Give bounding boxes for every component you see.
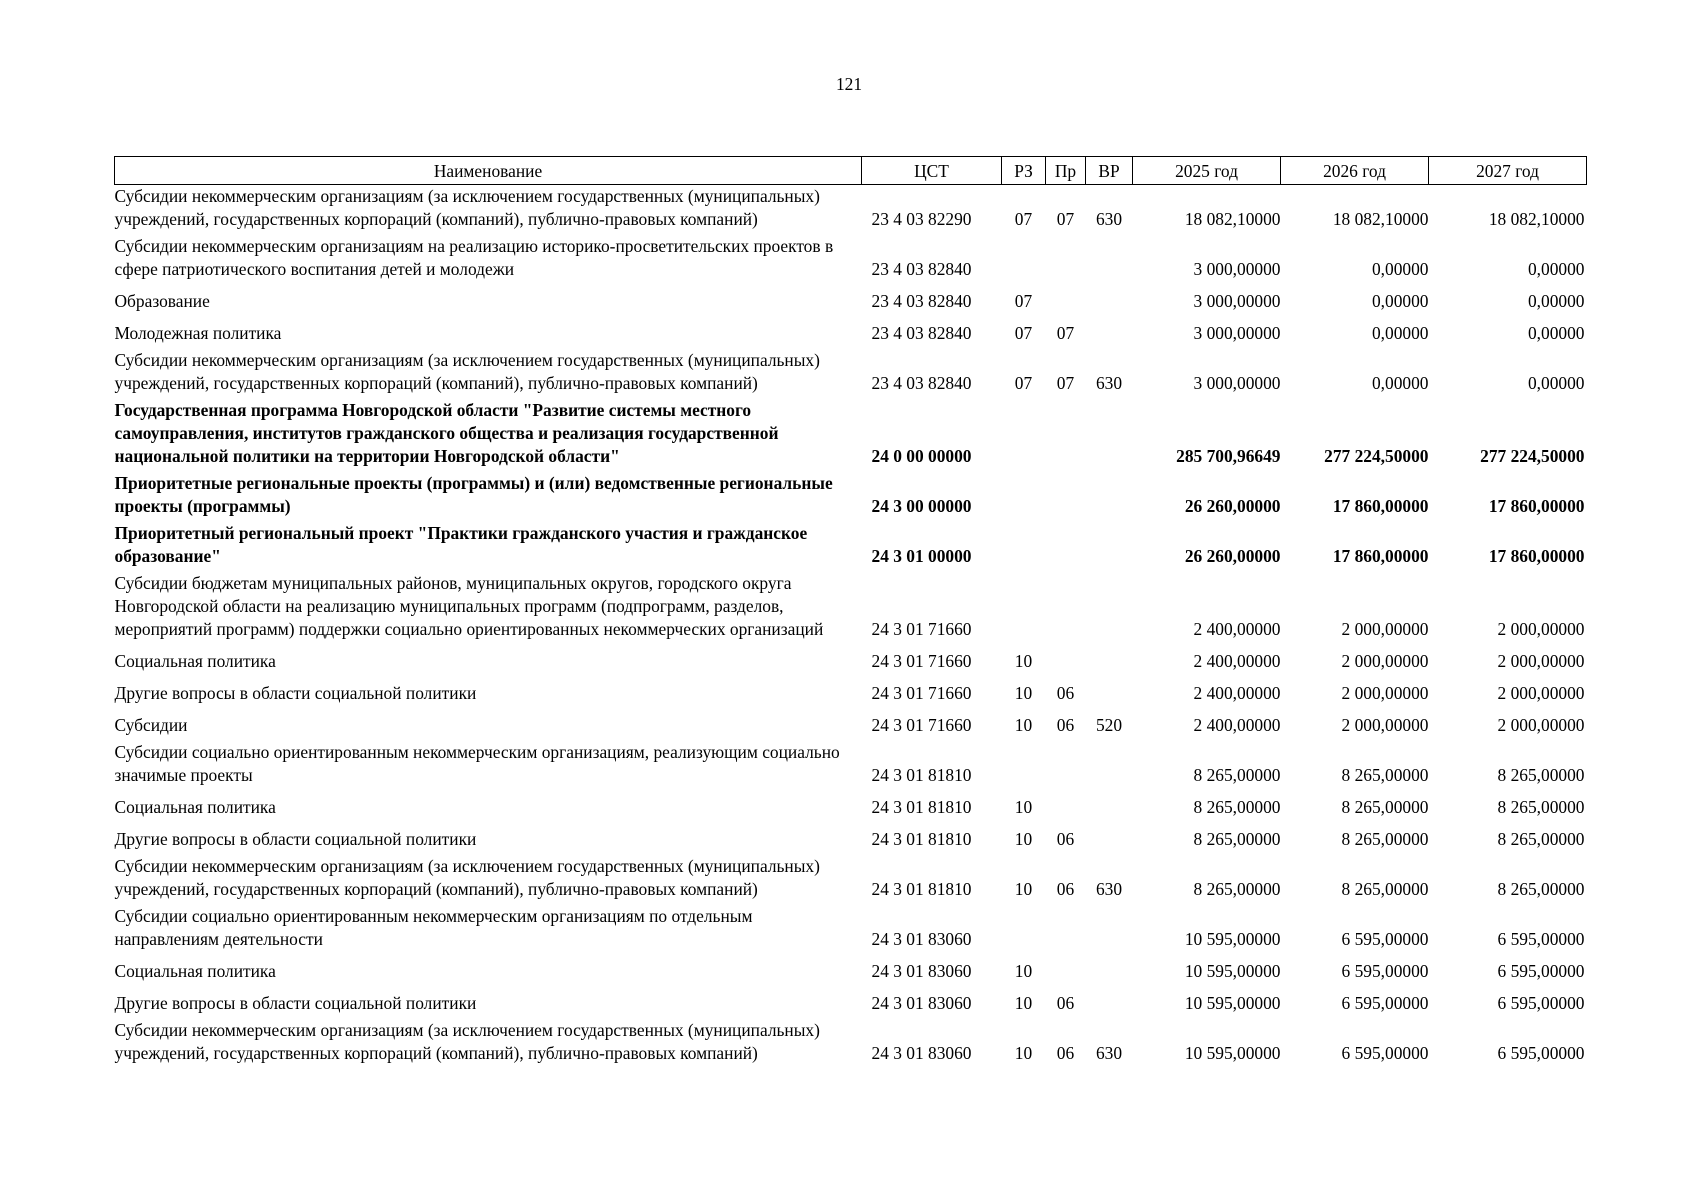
cell-rz: 10 xyxy=(1014,651,1033,671)
table-row xyxy=(115,399,1587,472)
cell-name: Субсидии некоммерческим организациям на реализацию историко-просветительских проектов в сфере патриотического воспитания детей и молодежи xyxy=(114,236,834,279)
header-2026: 2026 год xyxy=(1281,157,1429,185)
cell-rz: 07 xyxy=(1014,373,1033,393)
cell-pr xyxy=(1046,741,1086,791)
cell-name: Государственная программа Новгородской области "Развитие системы местного самоуправления, институтов гражданского общества и реализация государственной национальной политики на территории Новгородской области" xyxy=(114,400,779,466)
cell-2026: 0,00000 xyxy=(1371,323,1429,343)
cell-rz: 10 xyxy=(1014,879,1033,899)
cell-pr xyxy=(1046,472,1086,522)
table-row xyxy=(115,235,1587,285)
cell-2026: 8 265,00000 xyxy=(1341,765,1429,785)
cell-2025: 26 260,00000 xyxy=(1184,546,1281,566)
cell-2027: 8 265,00000 xyxy=(1497,765,1585,785)
cell-2026: 17 860,00000 xyxy=(1332,546,1429,566)
cell-pr xyxy=(1046,235,1086,285)
cell-name: Субсидии бюджетам муниципальных районов, муниципальных округов, городского округа Новгородской области на реализацию муниципальных программ (подпрограмм, разделов, мероприятий программ) поддержки социально ориентированных некоммерческих организаций xyxy=(114,573,824,639)
cell-2026: 2 000,00000 xyxy=(1341,651,1429,671)
header-vr: ВР xyxy=(1086,157,1133,185)
table-row xyxy=(115,741,1587,791)
cell-2027: 0,00000 xyxy=(1527,259,1585,279)
cell-pr xyxy=(1046,572,1086,645)
table-row xyxy=(115,317,1587,349)
table-row xyxy=(115,349,1587,399)
cell-2027: 17 860,00000 xyxy=(1488,546,1585,566)
cell-2025: 2 400,00000 xyxy=(1193,715,1281,735)
cell-rz xyxy=(1002,235,1046,285)
cell-cst: 24 0 00 00000 xyxy=(871,446,972,466)
cell-pr xyxy=(1046,399,1086,472)
table-row xyxy=(115,823,1587,855)
cell-2027: 0,00000 xyxy=(1527,291,1585,311)
cell-name: Другие вопросы в области социальной политики xyxy=(114,683,477,703)
cell-cst: 24 3 01 71660 xyxy=(871,651,972,671)
cell-name: Субсидии социально ориентированным некоммерческим организациям по отдельным направлениям деятельности xyxy=(114,906,753,949)
cell-cst: 24 3 01 71660 xyxy=(871,619,972,639)
cell-vr xyxy=(1086,677,1133,709)
cell-name: Субсидии социально ориентированным некоммерческим организациям, реализующим социально значимые проекты xyxy=(114,742,840,785)
cell-cst: 24 3 01 71660 xyxy=(871,683,972,703)
cell-pr xyxy=(1046,285,1086,317)
cell-vr xyxy=(1086,235,1133,285)
page-number: 121 xyxy=(835,74,863,94)
cell-pr: 07 xyxy=(1056,209,1075,229)
cell-vr xyxy=(1086,987,1133,1019)
cell-rz: 10 xyxy=(1014,961,1033,981)
cell-2025: 8 265,00000 xyxy=(1193,765,1281,785)
cell-cst: 24 3 01 83060 xyxy=(871,993,972,1013)
cell-rz xyxy=(1002,472,1046,522)
cell-name: Социальная политика xyxy=(114,961,276,981)
table-row xyxy=(115,677,1587,709)
cell-name: Другие вопросы в области социальной политики xyxy=(114,993,477,1013)
cell-2026: 277 224,50000 xyxy=(1324,446,1429,466)
cell-cst: 24 3 01 00000 xyxy=(871,546,972,566)
header-name: Наименование xyxy=(115,157,862,185)
cell-2027: 6 595,00000 xyxy=(1497,929,1585,949)
cell-vr xyxy=(1086,823,1133,855)
cell-rz: 07 xyxy=(1014,323,1033,343)
cell-cst: 23 4 03 82840 xyxy=(871,259,972,279)
cell-2025: 2 400,00000 xyxy=(1193,651,1281,671)
cell-2025: 8 265,00000 xyxy=(1193,879,1281,899)
header-cst: ЦСТ xyxy=(862,157,1002,185)
cell-pr: 06 xyxy=(1056,1043,1075,1063)
table-row xyxy=(115,709,1587,741)
cell-name: Субсидии некоммерческим организациям (за исключением государственных (муниципальных) учреждений, государственных корпораций (компаний), публично-правовых компаний) xyxy=(114,856,820,899)
cell-pr: 07 xyxy=(1056,323,1075,343)
cell-2025: 10 595,00000 xyxy=(1184,993,1281,1013)
cell-pr: 06 xyxy=(1056,683,1075,703)
cell-2026: 8 265,00000 xyxy=(1341,829,1429,849)
cell-2027: 17 860,00000 xyxy=(1488,496,1585,516)
cell-2025: 10 595,00000 xyxy=(1184,1043,1281,1063)
cell-2025: 3 000,00000 xyxy=(1193,373,1281,393)
cell-2027: 6 595,00000 xyxy=(1497,993,1585,1013)
cell-2026: 6 595,00000 xyxy=(1341,993,1429,1013)
cell-rz: 10 xyxy=(1014,1043,1033,1063)
cell-rz: 10 xyxy=(1014,715,1033,735)
cell-rz xyxy=(1002,741,1046,791)
cell-2025: 8 265,00000 xyxy=(1193,797,1281,817)
cell-2027: 6 595,00000 xyxy=(1497,1043,1585,1063)
cell-2025: 285 700,96649 xyxy=(1176,446,1281,466)
cell-pr: 06 xyxy=(1056,879,1075,899)
cell-2027: 2 000,00000 xyxy=(1497,651,1585,671)
table-row xyxy=(115,791,1587,823)
table-row xyxy=(115,645,1587,677)
cell-cst: 23 4 03 82840 xyxy=(871,373,972,393)
table-row xyxy=(115,185,1587,236)
cell-vr: 630 xyxy=(1095,373,1123,393)
table-row xyxy=(115,522,1587,572)
cell-rz xyxy=(1002,905,1046,955)
cell-rz: 10 xyxy=(1014,829,1033,849)
table-row xyxy=(115,472,1587,522)
cell-2026: 2 000,00000 xyxy=(1341,683,1429,703)
table-body xyxy=(115,185,1587,1070)
cell-2027: 2 000,00000 xyxy=(1497,715,1585,735)
cell-vr: 520 xyxy=(1095,715,1123,735)
header-2027: 2027 год xyxy=(1429,157,1587,185)
table-row xyxy=(115,1019,1587,1069)
table-header-row xyxy=(115,157,1587,185)
cell-2027: 8 265,00000 xyxy=(1497,829,1585,849)
cell-rz xyxy=(1002,399,1046,472)
cell-pr: 06 xyxy=(1056,715,1075,735)
cell-cst: 24 3 01 83060 xyxy=(871,1043,972,1063)
cell-pr: 06 xyxy=(1056,829,1075,849)
cell-pr xyxy=(1046,522,1086,572)
cell-rz xyxy=(1002,572,1046,645)
cell-2026: 6 595,00000 xyxy=(1341,1043,1429,1063)
cell-vr xyxy=(1086,472,1133,522)
cell-2026: 0,00000 xyxy=(1371,373,1429,393)
cell-vr xyxy=(1086,399,1133,472)
cell-2025: 2 400,00000 xyxy=(1193,683,1281,703)
cell-2026: 2 000,00000 xyxy=(1341,715,1429,735)
cell-rz: 10 xyxy=(1014,797,1033,817)
cell-rz: 10 xyxy=(1014,993,1033,1013)
cell-2025: 10 595,00000 xyxy=(1184,929,1281,949)
cell-name: Социальная политика xyxy=(114,797,276,817)
cell-cst: 24 3 01 83060 xyxy=(871,961,972,981)
cell-vr xyxy=(1086,285,1133,317)
cell-2025: 18 082,10000 xyxy=(1184,209,1281,229)
cell-cst: 24 3 01 81810 xyxy=(871,797,972,817)
cell-2025: 2 400,00000 xyxy=(1193,619,1281,639)
cell-cst: 23 4 03 82290 xyxy=(871,209,972,229)
cell-name: Другие вопросы в области социальной политики xyxy=(114,829,477,849)
cell-cst: 23 4 03 82840 xyxy=(871,323,972,343)
cell-2026: 2 000,00000 xyxy=(1341,619,1429,639)
cell-vr xyxy=(1086,522,1133,572)
table-row xyxy=(115,855,1587,905)
cell-vr: 630 xyxy=(1095,1043,1123,1063)
cell-2027: 8 265,00000 xyxy=(1497,879,1585,899)
budget-table xyxy=(114,156,1587,1069)
cell-vr xyxy=(1086,791,1133,823)
table-row xyxy=(115,955,1587,987)
cell-name: Образование xyxy=(114,291,210,311)
cell-2027: 0,00000 xyxy=(1527,323,1585,343)
cell-vr xyxy=(1086,572,1133,645)
cell-2027: 2 000,00000 xyxy=(1497,619,1585,639)
cell-vr xyxy=(1086,905,1133,955)
cell-name: Субсидии некоммерческим организациям (за исключением государственных (муниципальных) учреждений, государственных корпораций (компаний), публично-правовых компаний) xyxy=(114,186,820,229)
cell-rz: 07 xyxy=(1014,291,1033,311)
table-row xyxy=(115,285,1587,317)
cell-cst: 24 3 01 71660 xyxy=(871,715,972,735)
cell-2027: 2 000,00000 xyxy=(1497,683,1585,703)
cell-name: Субсидии некоммерческим организациям (за исключением государственных (муниципальных) учреждений, государственных корпораций (компаний), публично-правовых компаний) xyxy=(114,1020,820,1063)
cell-rz: 07 xyxy=(1014,209,1033,229)
cell-name: Приоритетный региональный проект "Практики гражданского участия и гражданское образование" xyxy=(114,523,808,566)
cell-rz: 10 xyxy=(1014,683,1033,703)
header-pr: Пр xyxy=(1046,157,1086,185)
cell-vr xyxy=(1086,955,1133,987)
cell-2026: 6 595,00000 xyxy=(1341,929,1429,949)
cell-2025: 3 000,00000 xyxy=(1193,323,1281,343)
table-row xyxy=(115,987,1587,1019)
cell-name: Субсидии xyxy=(114,715,188,735)
cell-cst: 23 4 03 82840 xyxy=(871,291,972,311)
cell-cst: 24 3 00 00000 xyxy=(871,496,972,516)
cell-2025: 3 000,00000 xyxy=(1193,291,1281,311)
cell-rz xyxy=(1002,522,1046,572)
header-rz: РЗ xyxy=(1002,157,1046,185)
cell-name: Социальная политика xyxy=(114,651,276,671)
cell-name: Молодежная политика xyxy=(114,323,282,343)
cell-2025: 8 265,00000 xyxy=(1193,829,1281,849)
cell-pr xyxy=(1046,645,1086,677)
cell-pr: 06 xyxy=(1056,993,1075,1013)
cell-vr xyxy=(1086,317,1133,349)
cell-2026: 17 860,00000 xyxy=(1332,496,1429,516)
table-row xyxy=(115,905,1587,955)
cell-2027: 18 082,10000 xyxy=(1488,209,1585,229)
cell-cst: 24 3 01 81810 xyxy=(871,765,972,785)
cell-name: Приоритетные региональные проекты (программы) и (или) ведомственные региональные проекты (программы) xyxy=(114,473,833,516)
cell-pr xyxy=(1046,905,1086,955)
table-row xyxy=(115,572,1587,645)
cell-name: Субсидии некоммерческим организациям (за исключением государственных (муниципальных) учреждений, государственных корпораций (компаний), публично-правовых компаний) xyxy=(114,350,820,393)
cell-2026: 6 595,00000 xyxy=(1341,961,1429,981)
cell-2025: 3 000,00000 xyxy=(1193,259,1281,279)
cell-2025: 26 260,00000 xyxy=(1184,496,1281,516)
cell-2026: 8 265,00000 xyxy=(1341,797,1429,817)
cell-vr xyxy=(1086,645,1133,677)
cell-cst: 24 3 01 81810 xyxy=(871,829,972,849)
cell-2027: 0,00000 xyxy=(1527,373,1585,393)
cell-2025: 10 595,00000 xyxy=(1184,961,1281,981)
cell-pr: 07 xyxy=(1056,373,1075,393)
cell-cst: 24 3 01 81810 xyxy=(871,879,972,899)
cell-vr xyxy=(1086,741,1133,791)
cell-2026: 8 265,00000 xyxy=(1341,879,1429,899)
cell-vr: 630 xyxy=(1095,209,1123,229)
cell-cst: 24 3 01 83060 xyxy=(871,929,972,949)
cell-2026: 18 082,10000 xyxy=(1332,209,1429,229)
cell-pr xyxy=(1046,955,1086,987)
cell-2026: 0,00000 xyxy=(1371,259,1429,279)
cell-2026: 0,00000 xyxy=(1371,291,1429,311)
cell-pr xyxy=(1046,791,1086,823)
cell-2027: 8 265,00000 xyxy=(1497,797,1585,817)
cell-vr: 630 xyxy=(1095,879,1123,899)
header-2025: 2025 год xyxy=(1133,157,1281,185)
cell-2027: 277 224,50000 xyxy=(1480,446,1585,466)
cell-2027: 6 595,00000 xyxy=(1497,961,1585,981)
